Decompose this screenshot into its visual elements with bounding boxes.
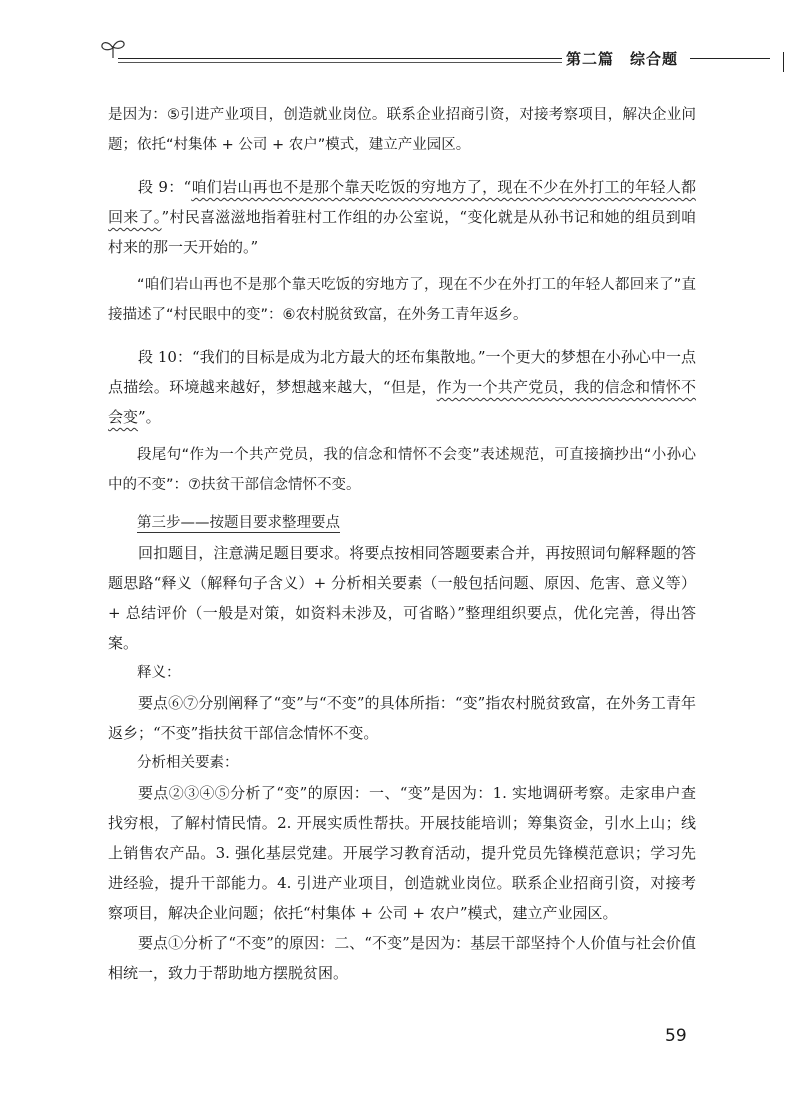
page-edge-mark bbox=[783, 52, 784, 72]
analysis-change-paragraph: 要点②③④⑤分析了“变”的原因：一、“变”是因为：1. 实地调研考察。走家串户查找穷根，了解村情民情。2. 开展实质性帮扶。开展技能培训；筹集资金，引水上山；线上销售农产品。3. 强化基层党建。开展学习教育活动，提升党员先锋模范意识；学习先进经验，提升干部能力。4. 引进产业项目，创造就业岗位。联系企业招商引资，对接考察项目，解决企业问题；依托“村集体 + 公司 + 农户”模式，建立产业园区。 bbox=[108, 784, 696, 922]
header-rule-right bbox=[690, 58, 770, 59]
analysis-segment-9: “咱们岩山再也不是那个靠天吃饭的穷地方了，现在不少在外打工的年轻人都回来了”直接描述了“村民眼中的变”：⑥农村脱贫致富，在外务工青年返乡。 bbox=[108, 277, 696, 323]
header-rule bbox=[118, 58, 562, 59]
section-title: 第二篇 综合题 bbox=[566, 50, 679, 68]
paragraph-segment-10 bbox=[108, 342, 696, 432]
segment-10-tail: ”。 bbox=[138, 408, 161, 426]
segment-10-wavy-quote: 作为一个共产党员，我的信念和情怀不会变 bbox=[108, 378, 697, 426]
paragraph-segment-9 bbox=[108, 172, 696, 262]
label-interpretation: 释义： bbox=[137, 665, 181, 681]
interpretation-paragraph: 要点⑥⑦分别阐释了“变”与“不变”的具体所指：“变”指农村脱贫致富，在外务工青年返乡；“不变”指扶贫干部信念情怀不变。 bbox=[108, 694, 696, 742]
page-number: 59 bbox=[665, 1026, 687, 1046]
step-3-heading-text: 第三步——按题目要求整理要点 bbox=[137, 515, 340, 531]
label-analysis: 分析相关要素： bbox=[137, 755, 239, 771]
segment-9-wavy-quote: 咱们岩山再也不是那个靠天吃饭的穷地方了，现在不少在外打工的年轻人都回来了。 bbox=[108, 178, 696, 226]
segment-10-lead: 段 10：“我们的目标是成为北方最大的坯布集散地。”一个更大的梦想在小孙心中一点点描绘。环境越来越好，梦想越来越大，“但是， bbox=[108, 348, 696, 396]
page-body bbox=[108, 100, 696, 988]
segment-9-lead: 段 9：“ bbox=[138, 178, 192, 196]
analysis-unchanged-paragraph: 要点①分析了“不变”的原因：二、“不变”是因为：基层干部坚持个人价值与社会价值相统一，致力于帮助地方摆脱贫困。 bbox=[108, 934, 696, 982]
running-header bbox=[0, 30, 800, 70]
segment-9-tail: ”村民喜滋滋地指着驻村工作组的办公室说，“变化就是从孙书记和她的组员到咱村来的那一天开始的。” bbox=[108, 208, 696, 256]
sprout-icon bbox=[98, 36, 128, 60]
paragraph-continuation: 是因为：⑤引进产业项目，创造就业岗位。联系企业招商引资，对接考察项目，解决企业问题；依托“村集体 + 公司 + 农户”模式，建立产业园区。 bbox=[108, 107, 696, 153]
step-3-paragraph: 回扣题目，注意满足题目要求。将要点按相同答题要素合并，再按照词句解释题的答题思路“释义（解释句子含义）+ 分析相关要素（一般包括问题、原因、危害、意义等）+ 总结评价（一般是对策，如资料未涉及，可省略）”整理组织要点，优化完善，得出答案。 bbox=[108, 544, 696, 652]
header-rule-thin bbox=[118, 62, 562, 63]
analysis-segment-10: 段尾句“作为一个共产党员，我的信念和情怀不会变”表述规范，可直接摘抄出“小孙心中的不变”：⑦扶贫干部信念情怀不变。 bbox=[108, 447, 696, 493]
step-3-heading bbox=[108, 508, 696, 538]
